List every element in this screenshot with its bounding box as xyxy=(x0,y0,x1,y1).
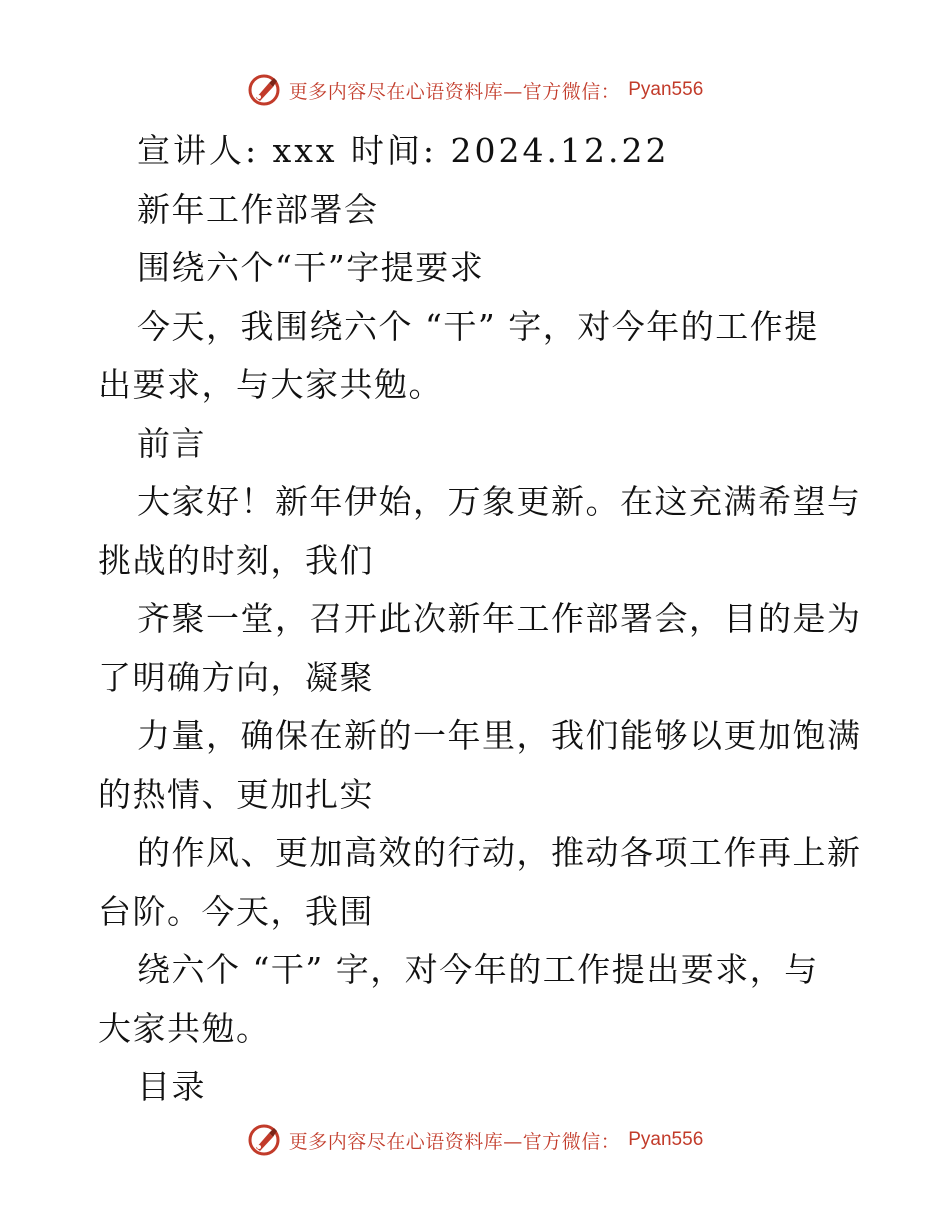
meeting-subtitle: 围绕六个“干”字提要求 xyxy=(137,248,485,287)
header-banner-id: Pyan556 xyxy=(628,79,704,100)
section-heading-preface: 前言 xyxy=(137,423,206,463)
paragraph-line: 的热情、更加扎实 xyxy=(98,774,374,814)
document-body xyxy=(98,122,862,1117)
paragraph-line: 今天，我围绕六个 “干” 字，对今年的工作提 xyxy=(137,306,819,346)
header-banner-text: 更多内容尽在心语资料库—官方微信： xyxy=(288,80,621,103)
footer-banner-text: 更多内容尽在心语资料库—官方微信： xyxy=(288,1130,621,1153)
paragraph-line: 挑战的时刻，我们 xyxy=(98,540,374,580)
speaker-time-line: 宣讲人: xxx 时间: 2024.12.22 xyxy=(137,131,670,170)
header-banner xyxy=(0,70,950,110)
paragraph-line: 大家共勉。 xyxy=(98,1008,271,1048)
paragraph-line: 力量，确保在新的一年里，我们能够以更加饱满 xyxy=(137,716,862,755)
footer-banner xyxy=(0,1120,950,1160)
paragraph-line: 绕六个 “干” 字，对今年的工作提出要求，与 xyxy=(137,950,819,989)
footer-banner-id: Pyan556 xyxy=(628,1129,704,1150)
paragraph-line: 台阶。今天，我围 xyxy=(98,891,374,931)
paragraph-line: 了明确方向，凝聚 xyxy=(98,657,374,697)
paragraph-line: 大家好！新年伊始，万象更新。在这充满希望与 xyxy=(137,482,862,521)
meeting-title: 新年工作部署会 xyxy=(137,189,379,229)
paragraph-line: 的作风、更加高效的行动，推动各项工作再上新 xyxy=(137,833,862,872)
pen-nib-logo-icon xyxy=(247,73,281,107)
pen-nib-logo-icon xyxy=(247,1123,281,1157)
paragraph-line: 出要求，与大家共勉。 xyxy=(98,365,443,404)
paragraph-line: 齐聚一堂，召开此次新年工作部署会，目的是为 xyxy=(137,599,862,638)
section-heading-toc: 目录 xyxy=(137,1067,206,1106)
